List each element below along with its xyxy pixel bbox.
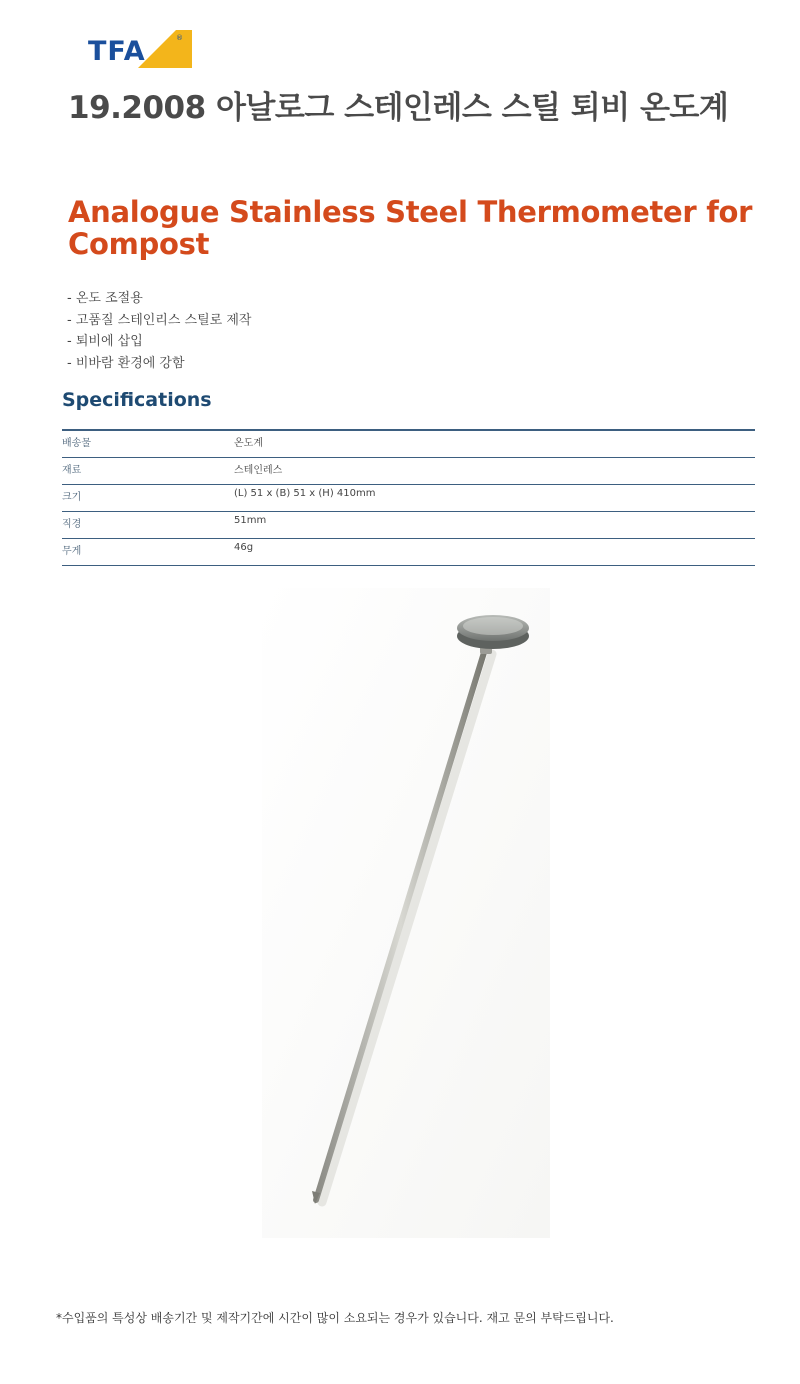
shipping-notice: *수입품의 특성상 배송기간 및 제작기간에 시간이 많이 소요되는 경우가 있습니다. 재고 문의 부탁드립니다. [56,1311,614,1325]
spec-value: 스테인레스 [234,458,755,485]
logo-registered-mark: ® [176,34,183,42]
feature-item: - 퇴비에 삽입 [67,334,143,349]
tfa-logo [88,30,192,68]
spec-row [62,485,755,512]
spec-key: 크기 [62,485,234,512]
spec-value: (L) 51 x (B) 51 x (H) 410mm [234,485,755,512]
spec-value: 51mm [234,512,755,539]
spec-value: 온도계 [234,430,755,458]
spec-row [62,539,755,566]
product-title-english: Analogue Stainless Steel Thermometer for Compost [68,195,753,261]
spec-key: 배송물 [62,430,234,458]
spec-row [62,458,755,485]
specifications-table [62,429,755,566]
logo-wordmark: TFA [88,36,146,67]
spec-key: 재료 [62,458,234,485]
feature-item: - 고품질 스테인리스 스틸로 제작 [67,312,252,328]
spec-value: 46g [234,539,755,566]
spec-row [62,512,755,539]
feature-item: - 온도 조절용 [67,291,143,306]
product-image-thermometer [262,588,550,1238]
spec-key: 무게 [62,539,234,566]
specifications-heading: Specifications [62,389,212,411]
feature-item: - 비바람 환경에 강함 [67,355,185,371]
product-title-korean: 19.2008 아날로그 스테인레스 스틸 퇴비 온도계 [68,90,729,126]
spec-key: 직경 [62,512,234,539]
feature-list [67,288,251,374]
spec-row [62,430,755,458]
